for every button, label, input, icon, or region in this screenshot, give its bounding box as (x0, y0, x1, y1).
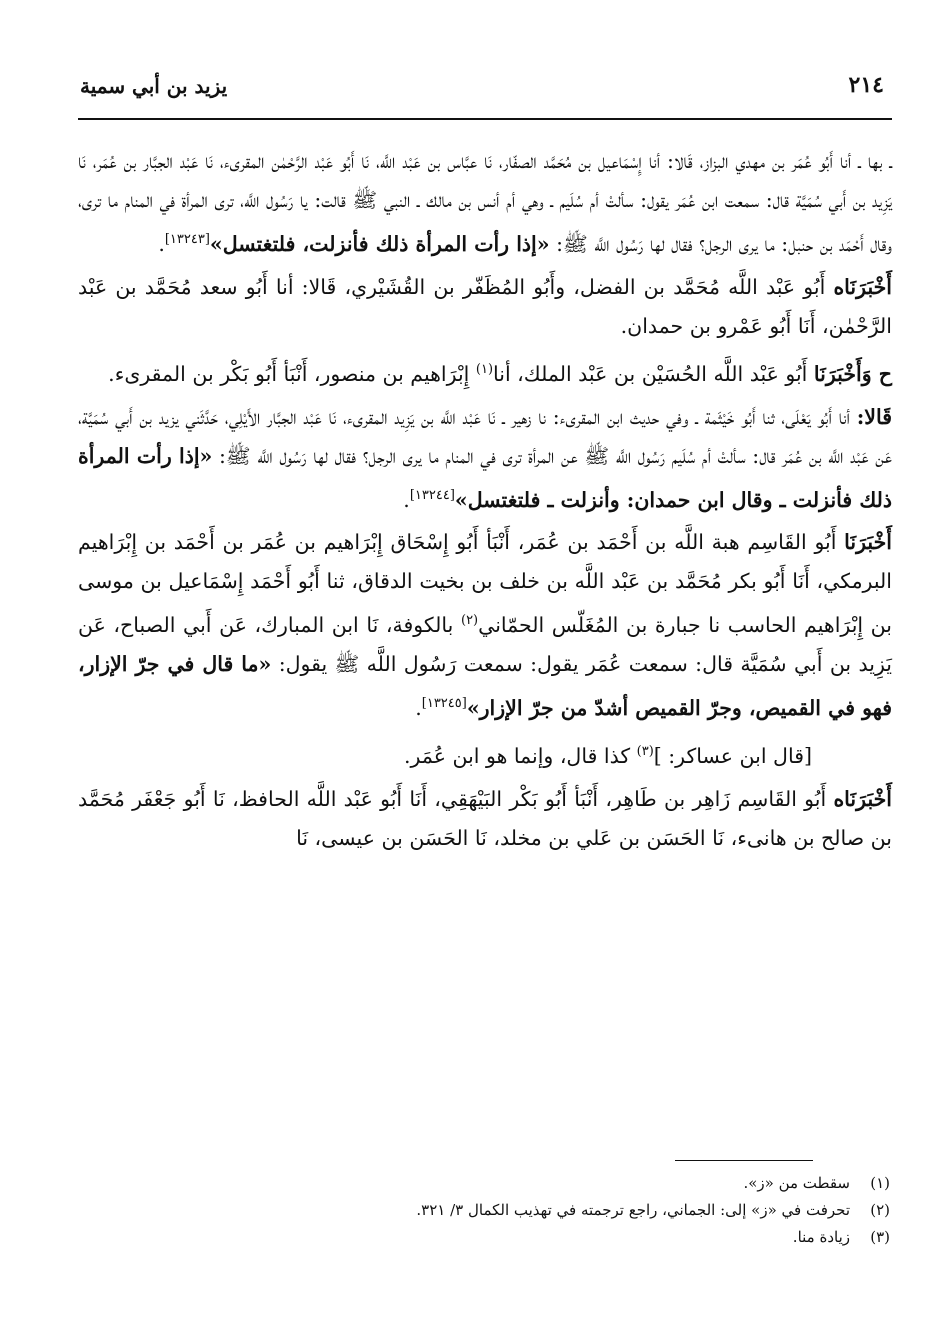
paragraph: ـ بها ـ أنا أَبُو عُمَر بن مهدي البزاز، قَالا: أنا إِسْمَاعيل بن مُحَمَّد الصفّار، نَا عبَّاس بن عَبْد اللَّه، نَا أَبُو عَبْد الرَّحْمٰن المقرىء، نَا عَبْد الجبَّار بن عُمَر، نَا يَزِيد بن أَبي سُمَيَّة قال: سمعت ابن عُمَر يقول: سألتْ أم سُلَيم ـ وهي أم أنس بن مالك ـ النبي ﷺ قالت: يا رَسُول اللَّه، ترى المرأة في المنام ما ترى، وقال أَحْمَد بن حنبل: ما يرى الرجل؟ فقال لها رَسُول اللَّه ﷺ: «إذا رأت المرأة ذلك فأنزلت، فلتغتسل»[١٣٢٤٣]. (78, 149, 892, 256)
footnote-marker: (٣) (636, 744, 654, 760)
hadith-number: [١٣٢٤٤] (409, 487, 455, 503)
page-number: ٢١٤ (848, 72, 884, 98)
chain-lead: أَخْبَرَنَاه (833, 786, 892, 811)
footnote-marker: (١) (475, 361, 494, 377)
footnote-marker: (٢) (460, 613, 479, 629)
hadith-quote: «ما قال في جرّ الإزار، فهو في القميص، وجرّ القميص أشدّ من جرّ الإزار» (78, 652, 892, 721)
chain-lead: أَخْبَرَنَا (844, 530, 892, 555)
chain-lead: ح وَأَخْبَرَنَا (813, 361, 892, 386)
paragraph: ح وَأَخْبَرَنَا أَبُو عَبْد اللَّه الحُسَيْن بن عَبْد الملك، أنا$^{(١)}$ إِبْرَاهيم بن منصور، أَنْبَأ أَبُو بَكْر بن المقرىء. (108, 361, 892, 386)
chain-lead: قَالا: (856, 404, 892, 429)
hadith-quote: «إذا رأت المرأة ذلك فأنزلت ـ وقال ابن حمدان: وأنزلت ـ فلتغتسل» (78, 443, 892, 512)
footnote-rule (675, 1160, 813, 1161)
hadith-number: [١٣٢٤٣] (164, 232, 210, 247)
paragraph: [قال ابن عساكر: ]$^{(٣)}$ كذا قال، وإنما هو ابن عُمَر. (404, 743, 812, 768)
hadith-quote: «إذا رأت المرأة ذلك فأنزلت، فلتغتسل» (209, 231, 550, 256)
running-title: يزيد بن أبي سمية (80, 74, 228, 98)
footnote: (٢)تحرفت في «ز» إلى: الجماني، راجع ترجمته في تهذيب الكمال ٣/ ٣٢١. (416, 1201, 890, 1219)
paragraph: أَخْبَرَنَاه أَبُو عَبْد اللَّه مُحَمَّد بن الفضل، وأَبُو المُظَفّر بن القُشَيْري، قَالا: أنا أَبُو سعد مُحَمَّد بن عَبْد الرَّحْمٰن، أَنَا أَبُو عَمْرو بن حمدان. (78, 274, 892, 338)
hadith-number: [١٣٢٤٥] (421, 696, 467, 712)
paragraph: أَخْبَرَنَاه أَبُو القَاسِم زَاهِر بن طَاهِر، أَنْبَأ أَبُو بَكْر البَيْهَقِي، أَنَا أَبُو عَبْد اللَّه الحافظ، نَا أَبُو جَعْفَر مُحَمَّد بن صالح بن هانىء، نَا الحَسَن بن عَلي بن مخلد، نَا الحَسَن بن عيسى، نَا (78, 786, 892, 850)
paragraph: أَخْبَرَنَا أَبُو القَاسِم هبة اللَّه بن أَحْمَد بن عُمَر، أَنْبَأ أَبُو إِسْحَاق إِبْرَاهيم بن عُمَر بن أَحْمَد بن إِبْرَاهيم البرمكي، أَنَا أَبُو بكر مُحَمَّد بن عَبْد اللَّه بن خلف بن بخيت الدقاق، ثنا أَبُو أَحْمَد إِسْمَاعيل بن موسى بن إِبْرَاهيم الحاسب نا جبارة بن المُغَلّس الحمّاني$^{(٢)}$ بالكوفة، نَا ابن المبارك، عَن أَبي الصباح، عَن يَزِيد بن أَبي سُمَيَّة قال: سمعت عُمَر يقول: سمعت رَسُول اللَّه ﷺ يقول: «ما قال في جرّ الإزار، فهو في القميص، وجرّ القميص أشدّ من جرّ الإزار»[١٣٢٤٥]. (78, 530, 892, 721)
footnote: (١)سقطت من «ز». (743, 1174, 890, 1192)
main-text (78, 142, 892, 858)
footnote: (٣)زيادة منا. (792, 1228, 890, 1246)
page-header (78, 70, 890, 110)
footnotes (78, 1170, 890, 1251)
header-rule (78, 118, 892, 120)
chain-lead: أَخْبَرَنَاه (833, 274, 892, 299)
paragraph: قَالا: أنا أَبُو يَعْلَى، ثنا أَبُو خَيْثَمة ـ وفي حديث ابن المقرىء: نا زهير ـ نَا عَبْد اللَّه بن يَزِيد المقرىء، نَا عَبْد الجبَّار الأَيْلِي، حَدَّثَني يزيد بن أَبي سُمَيَّة، عَن عَبْد اللَّه بن عُمَر قال: سألتْ أم سُلَيم رَسُول اللَّه ﷺ عن المرأة ترى في المنام ما يرى الرجل؟ فقال لها رَسُول اللَّه ﷺ: «إذا رأت المرأة ذلك فأنزلت ـ وقال ابن حمدان: وأنزلت ـ فلتغتسل»[١٣٢٤٤]. (78, 404, 892, 512)
